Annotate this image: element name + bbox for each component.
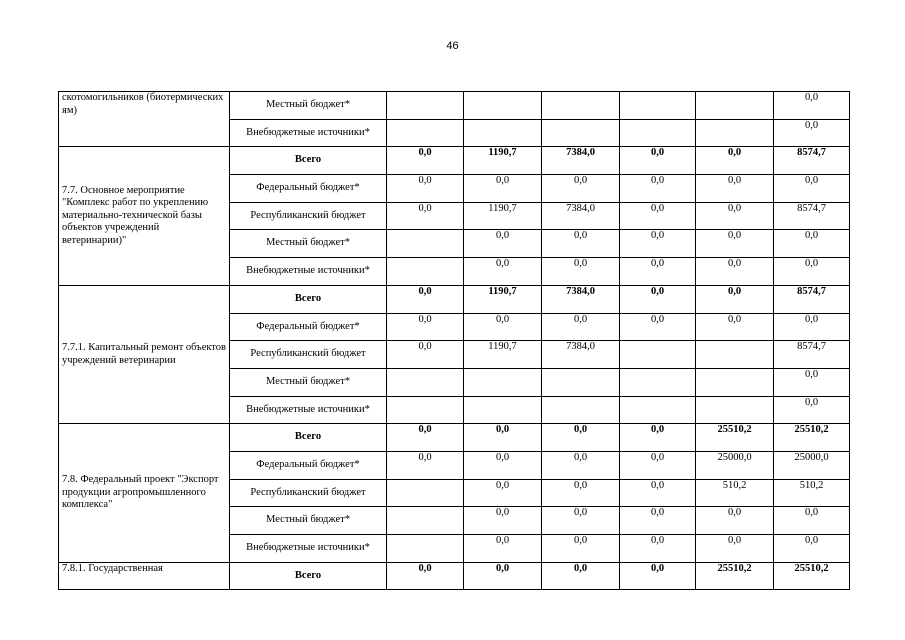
value-cell	[542, 396, 620, 424]
value-cell: 0,0	[620, 285, 696, 313]
funding-source: Внебюджетные источники*	[230, 119, 387, 147]
value-cell: 7384,0	[542, 202, 620, 230]
value-cell	[387, 507, 464, 535]
value-cell: 8574,7	[774, 341, 850, 369]
value-cell: 0,0	[774, 507, 850, 535]
value-cell: 8574,7	[774, 147, 850, 175]
table-row	[59, 92, 850, 120]
value-cell	[464, 119, 542, 147]
value-cell: 8574,7	[774, 202, 850, 230]
value-cell	[387, 230, 464, 258]
funding-source: Внебюджетные источники*	[230, 396, 387, 424]
value-cell: 0,0	[774, 368, 850, 396]
value-cell: 0,0	[464, 479, 542, 507]
value-cell: 0,0	[696, 507, 774, 535]
funding-source: Федеральный бюджет*	[230, 451, 387, 479]
value-cell: 0,0	[387, 202, 464, 230]
value-cell: 0,0	[464, 175, 542, 203]
value-cell: 25000,0	[696, 451, 774, 479]
value-cell: 0,0	[696, 175, 774, 203]
value-cell	[464, 92, 542, 120]
value-cell: 0,0	[620, 202, 696, 230]
value-cell: 7384,0	[542, 341, 620, 369]
activity-label: 7.8. Федеральный проект "Экспорт продукции агропромышленного комплекса"	[59, 424, 230, 562]
value-cell: 0,0	[542, 175, 620, 203]
value-cell: 25510,2	[774, 424, 850, 452]
value-cell: 0,0	[620, 424, 696, 452]
value-cell: 0,0	[774, 92, 850, 120]
value-cell: 0,0	[387, 147, 464, 175]
value-cell: 0,0	[774, 535, 850, 563]
value-cell	[696, 368, 774, 396]
table-row	[59, 424, 850, 452]
value-cell: 8574,7	[774, 285, 850, 313]
funding-source: Республиканский бюджет	[230, 202, 387, 230]
table-row	[59, 285, 850, 313]
value-cell: 0,0	[696, 147, 774, 175]
value-cell	[464, 396, 542, 424]
value-cell	[387, 92, 464, 120]
value-cell	[464, 368, 542, 396]
funding-source: Всего	[230, 147, 387, 175]
value-cell: 0,0	[464, 451, 542, 479]
value-cell: 0,0	[774, 119, 850, 147]
value-cell: 1190,7	[464, 341, 542, 369]
page-number: 46	[446, 40, 459, 52]
funding-source: Внебюджетные источники*	[230, 258, 387, 286]
value-cell	[387, 258, 464, 286]
value-cell	[696, 119, 774, 147]
budget-table	[58, 91, 850, 590]
funding-source: Местный бюджет*	[230, 368, 387, 396]
funding-source: Местный бюджет*	[230, 92, 387, 120]
value-cell: 0,0	[464, 507, 542, 535]
funding-source: Федеральный бюджет*	[230, 313, 387, 341]
value-cell: 0,0	[464, 230, 542, 258]
value-cell	[387, 535, 464, 563]
value-cell: 0,0	[696, 313, 774, 341]
value-cell: 0,0	[696, 258, 774, 286]
value-cell: 0,0	[542, 313, 620, 341]
value-cell	[542, 119, 620, 147]
value-cell: 0,0	[774, 396, 850, 424]
value-cell: 510,2	[774, 479, 850, 507]
value-cell: 0,0	[542, 562, 620, 590]
value-cell: 0,0	[464, 562, 542, 590]
value-cell: 7384,0	[542, 285, 620, 313]
value-cell: 25510,2	[696, 562, 774, 590]
value-cell: 1190,7	[464, 202, 542, 230]
activity-label: 7.8.1. Государственная	[59, 562, 230, 590]
funding-source: Федеральный бюджет*	[230, 175, 387, 203]
value-cell	[542, 368, 620, 396]
value-cell: 0,0	[696, 535, 774, 563]
value-cell: 0,0	[387, 175, 464, 203]
funding-source: Всего	[230, 562, 387, 590]
value-cell	[696, 396, 774, 424]
value-cell: 0,0	[620, 451, 696, 479]
value-cell	[387, 479, 464, 507]
activity-label: скотомогильников (биотермических ям)	[59, 92, 230, 147]
value-cell: 1190,7	[464, 285, 542, 313]
funding-source: Республиканский бюджет	[230, 341, 387, 369]
value-cell: 0,0	[620, 313, 696, 341]
funding-source: Всего	[230, 424, 387, 452]
value-cell	[620, 396, 696, 424]
value-cell: 0,0	[620, 479, 696, 507]
value-cell: 7384,0	[542, 147, 620, 175]
value-cell: 0,0	[542, 230, 620, 258]
value-cell: 0,0	[464, 424, 542, 452]
table-row	[59, 562, 850, 590]
value-cell: 1190,7	[464, 147, 542, 175]
activity-label: 7.7.1. Капитальный ремонт объектов учреждений ветеринарии	[59, 285, 230, 423]
value-cell: 0,0	[620, 147, 696, 175]
value-cell	[542, 92, 620, 120]
value-cell	[696, 341, 774, 369]
value-cell	[620, 368, 696, 396]
table-row	[59, 147, 850, 175]
value-cell: 0,0	[542, 258, 620, 286]
value-cell: 0,0	[464, 313, 542, 341]
value-cell: 0,0	[542, 479, 620, 507]
funding-source: Республиканский бюджет	[230, 479, 387, 507]
value-cell: 0,0	[774, 258, 850, 286]
value-cell: 0,0	[620, 175, 696, 203]
value-cell: 0,0	[696, 202, 774, 230]
value-cell: 0,0	[542, 451, 620, 479]
value-cell	[696, 92, 774, 120]
value-cell: 0,0	[696, 285, 774, 313]
value-cell: 0,0	[464, 258, 542, 286]
value-cell	[620, 92, 696, 120]
value-cell: 510,2	[696, 479, 774, 507]
value-cell	[620, 119, 696, 147]
value-cell: 0,0	[387, 451, 464, 479]
value-cell	[387, 396, 464, 424]
activity-label: 7.7. Основное мероприятие "Комплекс работ по укреплению материально-технической базы объектов учреждений ветеринарии)"	[59, 147, 230, 285]
value-cell	[387, 119, 464, 147]
value-cell: 0,0	[620, 230, 696, 258]
value-cell: 0,0	[542, 535, 620, 563]
value-cell	[387, 368, 464, 396]
value-cell: 0,0	[774, 230, 850, 258]
value-cell: 0,0	[542, 424, 620, 452]
value-cell: 0,0	[774, 313, 850, 341]
value-cell: 0,0	[542, 507, 620, 535]
value-cell: 25510,2	[696, 424, 774, 452]
value-cell: 0,0	[696, 230, 774, 258]
value-cell: 0,0	[620, 562, 696, 590]
value-cell: 25510,2	[774, 562, 850, 590]
funding-source: Местный бюджет*	[230, 230, 387, 258]
funding-source: Внебюджетные источники*	[230, 535, 387, 563]
value-cell: 0,0	[387, 341, 464, 369]
value-cell: 0,0	[620, 507, 696, 535]
value-cell: 25000,0	[774, 451, 850, 479]
value-cell: 0,0	[387, 285, 464, 313]
value-cell: 0,0	[387, 313, 464, 341]
value-cell: 0,0	[620, 258, 696, 286]
funding-source: Местный бюджет*	[230, 507, 387, 535]
value-cell: 0,0	[774, 175, 850, 203]
value-cell: 0,0	[387, 562, 464, 590]
value-cell: 0,0	[464, 535, 542, 563]
value-cell: 0,0	[387, 424, 464, 452]
value-cell	[620, 341, 696, 369]
funding-source: Всего	[230, 285, 387, 313]
value-cell: 0,0	[620, 535, 696, 563]
